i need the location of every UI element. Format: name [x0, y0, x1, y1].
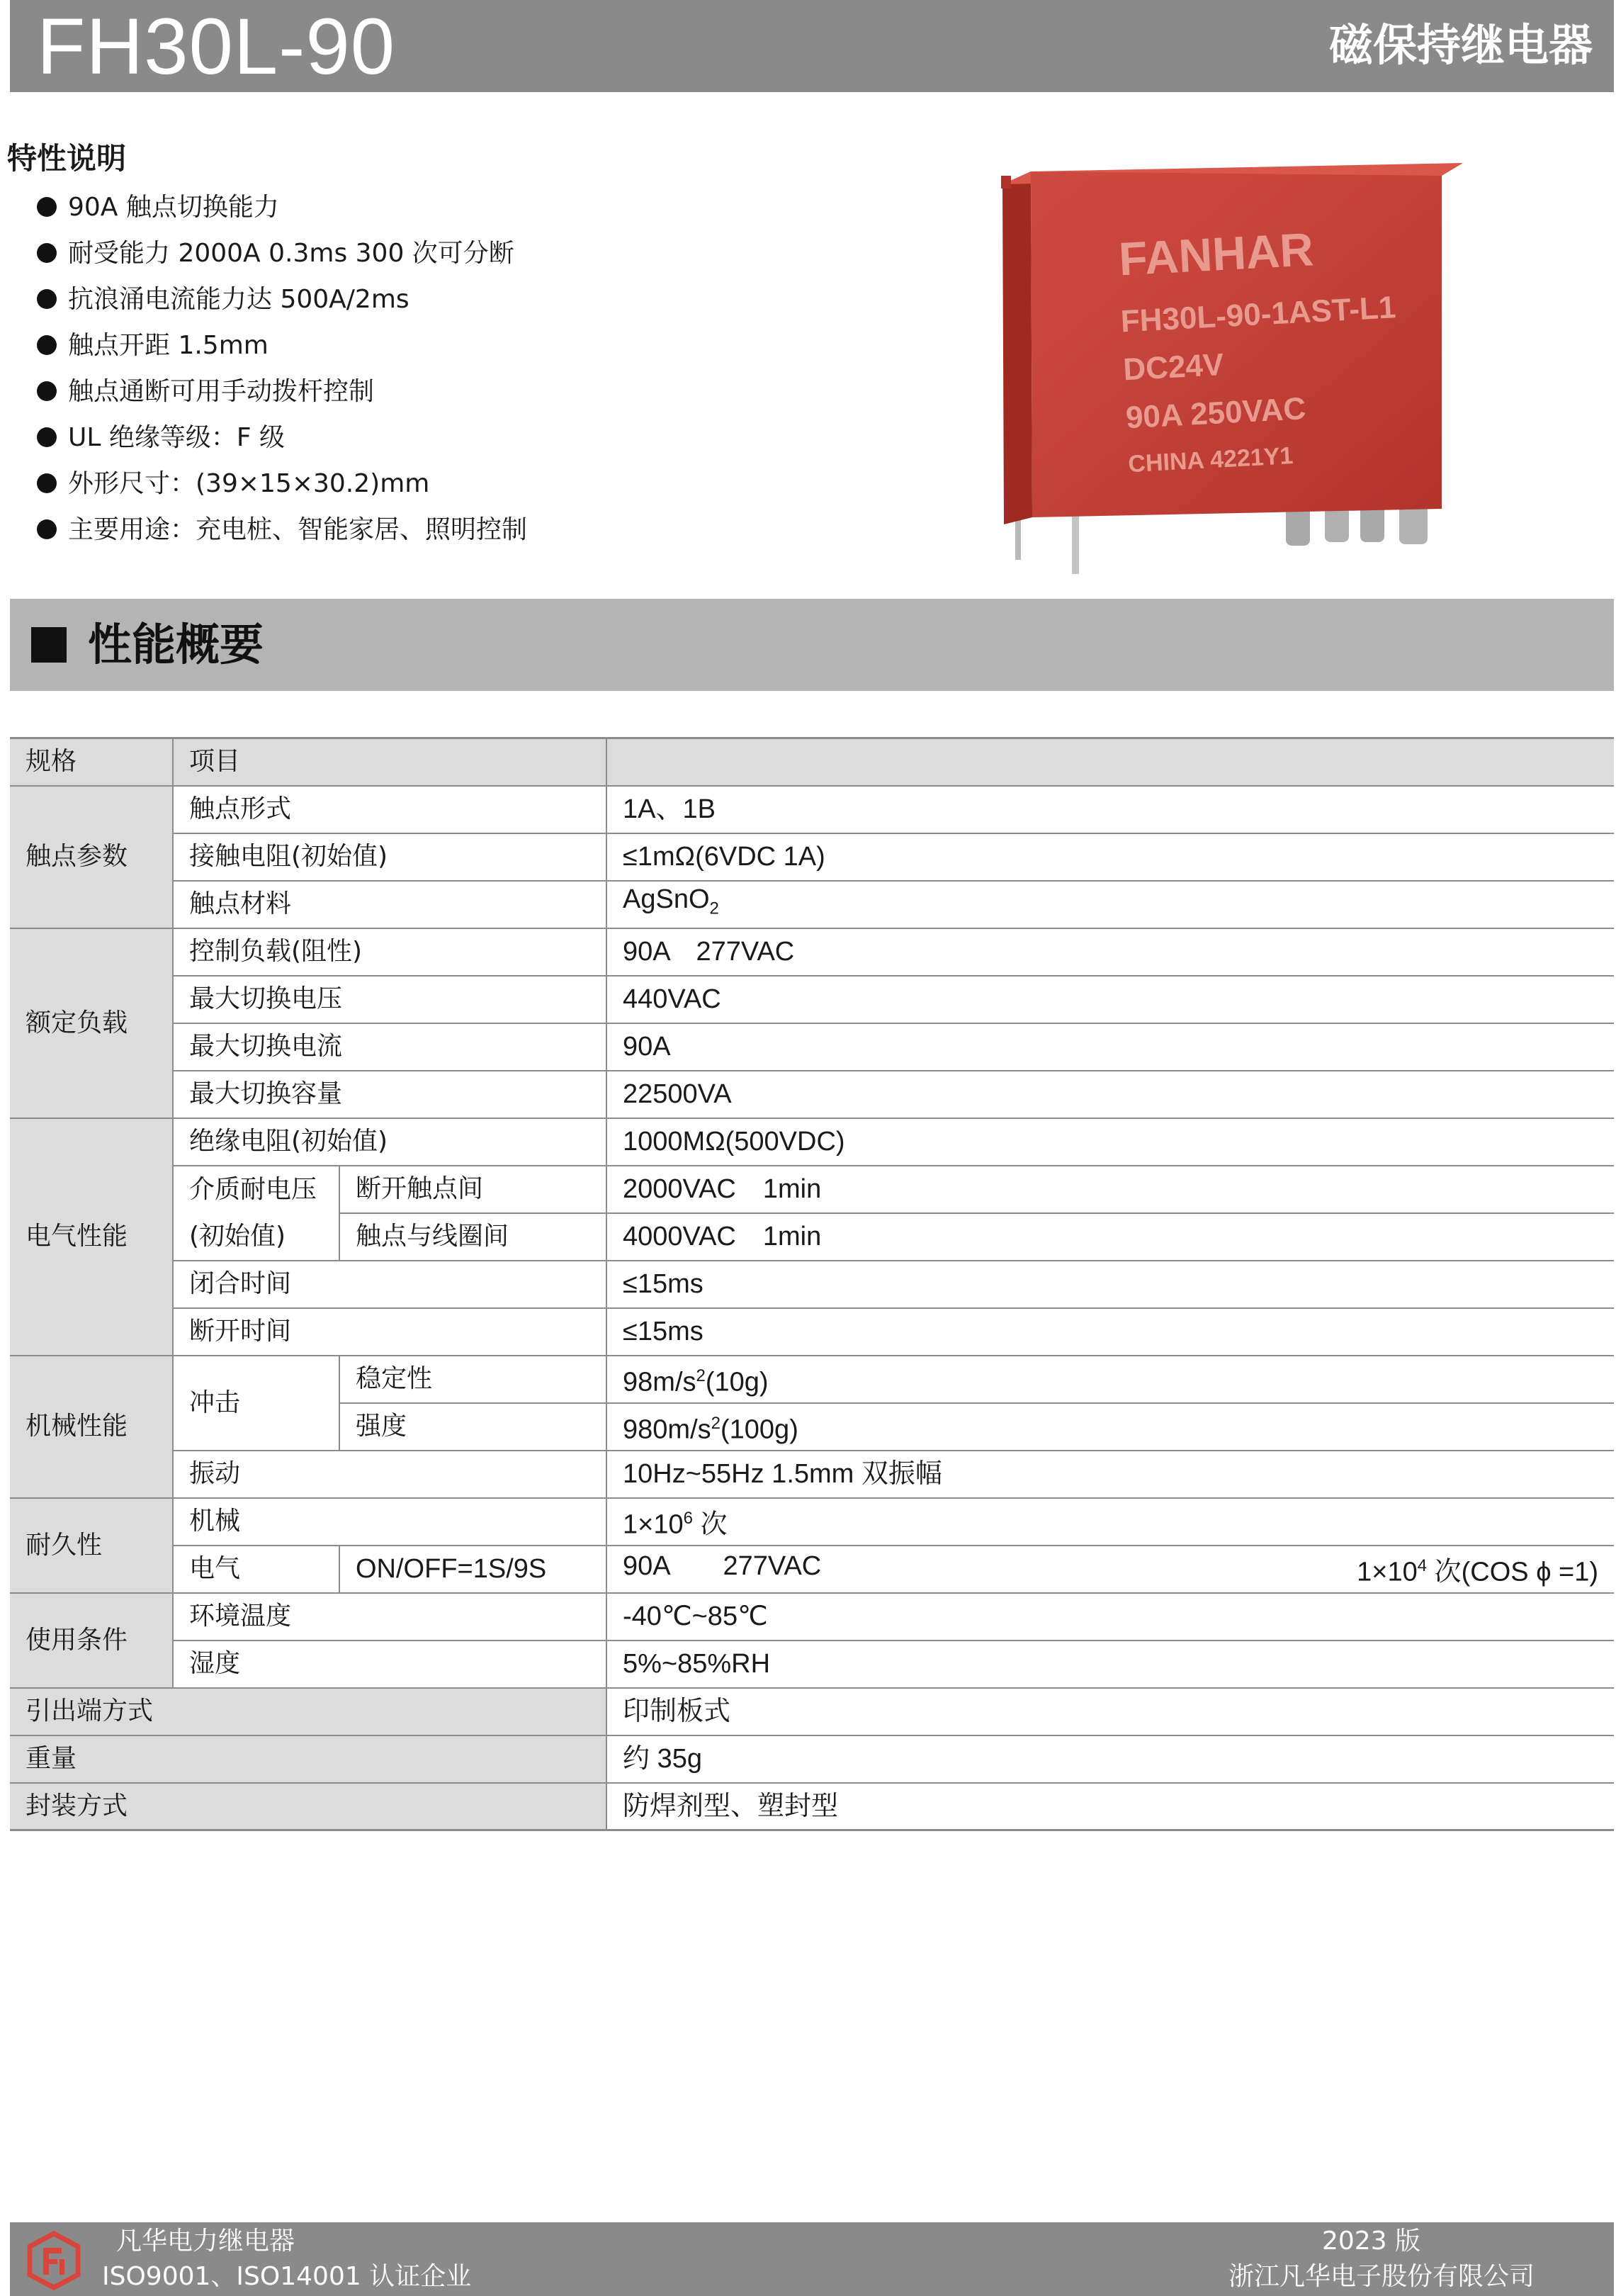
table-row: 闭合时间 ≤15ms — [10, 1261, 1614, 1308]
footer-company-short: 凡华电力继电器 — [116, 2227, 295, 2256]
relay-product-image — [988, 156, 1470, 588]
header-spec: 规格 — [10, 738, 173, 786]
dielectric-label: 介质耐电压 (初始值) — [173, 1166, 339, 1261]
feature-item: 外形尺寸：(39×15×30.2)mm — [35, 461, 527, 507]
table-row: 使用条件 环境温度 -40℃~85℃ — [10, 1593, 1614, 1641]
table-row: 触点参数 触点形式 1A、1B — [10, 786, 1614, 833]
features-heading: 特性说明 — [7, 141, 127, 176]
relay-part: FH30L-90-1AST-L1 — [1119, 290, 1397, 339]
feature-item: 耐受能力 2000A 0.3ms 300 次可分断 — [35, 230, 527, 276]
table-row: 耐久性 机械 $1\times 10^6$ 次 — [10, 1498, 1614, 1546]
feature-item: 抗浪涌电流能力达 500A/2ms — [35, 276, 527, 322]
bullet-icon — [37, 381, 57, 401]
spec-table — [10, 737, 1614, 1831]
header-item: 项目 — [173, 738, 606, 786]
table-row: 重量 约 35g — [10, 1735, 1614, 1783]
feature-item: 90A 触点切换能力 — [35, 184, 527, 230]
bullet-icon — [37, 519, 57, 539]
relay-voltage: DC24V — [1122, 347, 1225, 388]
relay-origin: CHINA 4221Y1 — [1127, 442, 1294, 478]
table-row: 介质耐电压 (初始值) 断开触点间 2000VAC 1min — [10, 1166, 1614, 1213]
footer-edition: 2023 版 — [1322, 2227, 1421, 2256]
shock-stability-value: $98m/s^2(10g)$ — [606, 1356, 1614, 1403]
table-row: 接触电阻(初始值) ≤1mΩ(6VDC 1A) — [10, 833, 1614, 881]
category-durability: 耐久性 — [10, 1498, 173, 1593]
feature-item: 主要用途：充电桩、智能家居、照明控制 — [35, 507, 527, 553]
table-row: 湿度 5%~85%RH — [10, 1641, 1614, 1688]
bullet-icon — [37, 243, 57, 263]
relay-rating: 90A 250VAC — [1124, 391, 1307, 436]
contact-material-value: AgSnO$_2$ — [606, 881, 1614, 928]
table-header-row — [10, 738, 1614, 786]
company-logo-icon — [24, 2231, 84, 2290]
section-bar — [10, 599, 1614, 691]
elec-life-value: 90A 277VAC $1\times 10^4$ 次(COS ϕ =1) — [606, 1546, 1614, 1593]
shock-strength-value: $980m/s^2(100g)$ — [606, 1403, 1614, 1451]
table-row: 强度 $980m/s^2(100g)$ — [10, 1403, 1614, 1451]
category-contact: 触点参数 — [10, 786, 173, 928]
table-row: 最大切换电流 90A — [10, 1023, 1614, 1071]
mech-life-value: $1\times 10^6$ 次 — [606, 1498, 1614, 1546]
table-row: 振动 10Hz~55Hz 1.5mm 双振幅 — [10, 1451, 1614, 1498]
bullet-icon — [37, 197, 57, 217]
table-row: 电气性能 绝缘电阻(初始值) 1000MΩ(500VDC) — [10, 1118, 1614, 1166]
table-row: 触点与线圈间 4000VAC 1min — [10, 1213, 1614, 1261]
table-row: 最大切换电压 440VAC — [10, 976, 1614, 1023]
header-bar — [10, 0, 1614, 92]
feature-list — [35, 184, 527, 553]
feature-item: 触点开距 1.5mm — [35, 322, 527, 368]
table-row: 触点材料 AgSnO$_2$ — [10, 881, 1614, 928]
feature-item: 触点通断可用手动拨杆控制 — [35, 368, 527, 415]
table-row: 电气 ON/OFF=1S/9S 90A 277VAC $1\times 10^4$ 次(COS ϕ =1) — [10, 1546, 1614, 1593]
category-electrical: 电气性能 — [10, 1118, 173, 1356]
table-row: 机械性能 冲击 稳定性 $98m/s^2(10g)$ — [10, 1356, 1614, 1403]
square-bullet-icon — [31, 627, 67, 663]
bullet-icon — [37, 473, 57, 493]
bullet-icon — [37, 427, 57, 447]
footer-company-full: 浙江凡华电子股份有限公司 — [1228, 2262, 1535, 2291]
product-type: 磁保持继电器 — [1328, 19, 1593, 71]
elec-life-count: $1\times 10^4$ 次(COS ϕ =1) — [1357, 1555, 1599, 1587]
section-title: 性能概要 — [88, 619, 264, 670]
header-value — [606, 738, 1614, 786]
category-mechanical: 机械性能 — [10, 1356, 173, 1498]
relay-brand: FANHAR — [1117, 223, 1315, 286]
table-row: 引出端方式 印制板式 — [10, 1688, 1614, 1735]
category-usage: 使用条件 — [10, 1593, 173, 1688]
table-row: 断开时间 ≤15ms — [10, 1308, 1614, 1356]
table-row: 最大切换容量 22500VA — [10, 1071, 1614, 1118]
category-load: 额定负载 — [10, 928, 173, 1118]
table-row: 封装方式 防焊剂型、塑封型 — [10, 1783, 1614, 1830]
table-row: 额定负载 控制负载(阻性) 90A 277VAC — [10, 928, 1614, 976]
bullet-icon — [37, 289, 57, 309]
footer-bar — [10, 2222, 1614, 2296]
model-title: FH30L-90 — [37, 2, 396, 91]
bullet-icon — [37, 335, 57, 355]
footer-certification: ISO9001、ISO14001 认证企业 — [102, 2262, 472, 2291]
feature-item: UL 绝缘等级：F 级 — [35, 415, 527, 461]
